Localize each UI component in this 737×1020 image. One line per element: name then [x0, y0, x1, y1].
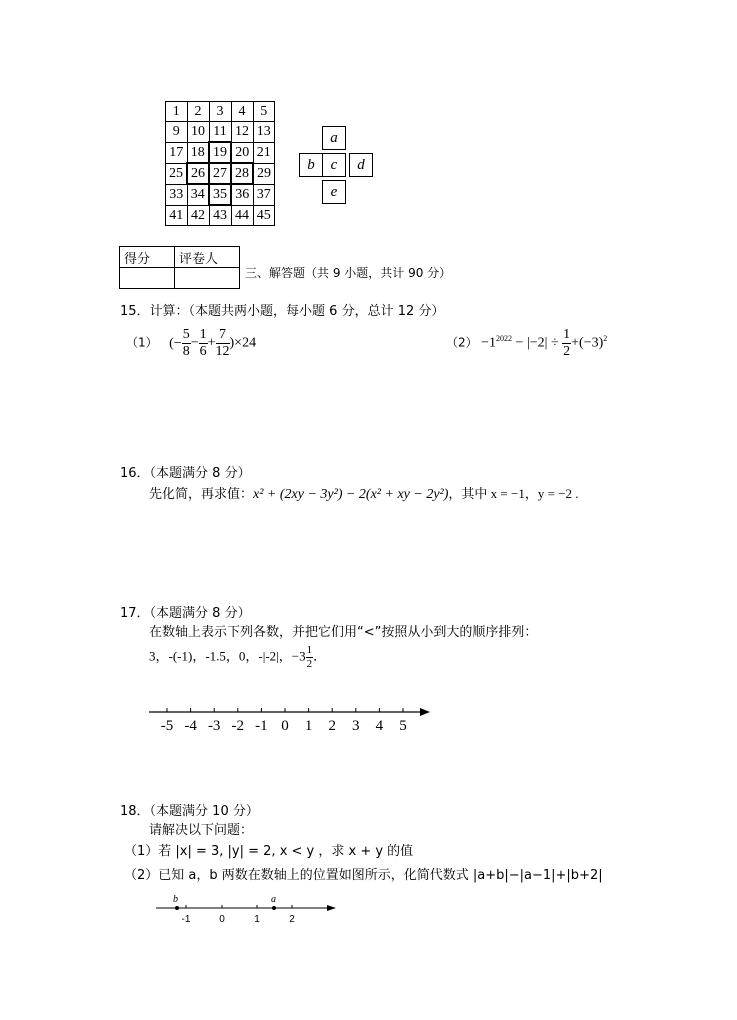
q18-label-b: b	[173, 894, 178, 905]
grid-cell: 28	[231, 163, 253, 184]
q17-end: ．	[313, 648, 327, 664]
q18-axis-arrow	[327, 905, 336, 911]
grid-cell: 43	[209, 205, 231, 226]
reviewer-cell[interactable]	[175, 268, 240, 289]
q15-f4-den: 2	[563, 344, 571, 359]
q18-title: 18．（本题满分 10 分）	[120, 804, 259, 819]
q15-f4-num: 1	[563, 327, 571, 342]
q17-tick-label: -4	[184, 718, 197, 734]
q16-text: 先化简，再求值：	[149, 487, 254, 502]
q15-p2-exp2: 2	[603, 334, 608, 344]
grid-cell: 2	[187, 102, 209, 122]
grid-cell: 37	[253, 184, 275, 205]
q18-tick-label: 1	[254, 914, 260, 925]
q17-tick-label: 1	[304, 718, 313, 734]
q18-part2: （2）已知 a，b 两数在数轴上的位置如图所示，化简代数式 |a+b|−|a−1|+|b+2|	[124, 868, 603, 883]
score-table	[119, 246, 240, 289]
q16-title: 16．（本题满分 8 分）	[120, 466, 251, 481]
q17-text: 在数轴上表示下列各数，并把它们用“<”按照从小到大的顺序排列：	[149, 625, 538, 640]
section-title: 三、解答题（共 9 小题，共计 90 分）	[245, 266, 452, 280]
grid-cell: 18	[187, 142, 209, 163]
cross-cell-right: d	[349, 153, 373, 177]
q15-f1-num: 5	[182, 327, 190, 342]
q15-f2-den: 6	[199, 344, 207, 359]
q15-part1	[126, 328, 256, 359]
grid-cell: 3	[209, 102, 231, 122]
q15-p2-b: − |−2| ÷	[512, 335, 563, 351]
q18-number-line	[150, 890, 350, 930]
grid-cell: 5	[253, 102, 275, 122]
q15-p1-label: （1）	[126, 335, 158, 350]
q15-f1-den: 8	[182, 344, 190, 359]
q17-tick-label: 0	[281, 718, 289, 734]
cross-cell-left: b	[299, 153, 323, 177]
q15-minus: −	[190, 335, 199, 351]
cross-cell-bottom: e	[322, 180, 346, 204]
q15-p1-open: (−	[169, 335, 182, 351]
q17-nums: 3，-(-1)，-1.5，0，-|-2|，−3	[149, 648, 306, 664]
grid-row	[166, 122, 275, 143]
q16-body	[149, 483, 578, 503]
q15-part2	[446, 328, 607, 359]
grid-cell: 41	[166, 205, 188, 226]
grid-cell: 19	[209, 142, 231, 163]
q15-f2-num: 1	[199, 327, 207, 342]
grid-cell: 21	[253, 142, 275, 163]
grid-cell: 27	[209, 163, 231, 184]
q17-mixed-den: 2	[306, 658, 313, 670]
grid-cell: 33	[166, 184, 188, 205]
q18-text: 请解决以下问题：	[149, 823, 254, 838]
q15-f3-den: 12	[215, 344, 230, 359]
reviewer-header: 评卷人	[175, 247, 240, 268]
q17-mixed-num: 1	[306, 644, 313, 656]
grid-cell: 9	[166, 122, 188, 143]
grid-row	[166, 163, 275, 184]
number-grid	[165, 101, 275, 226]
q15-title: 15．计算：（本题共两小题，每小题 6 分，总计 12 分）	[120, 304, 445, 319]
grid-cell: 17	[166, 142, 188, 163]
grid-cell: 10	[187, 122, 209, 143]
grid-cell: 4	[231, 102, 253, 122]
score-header: 得分	[120, 247, 175, 268]
grid-row	[166, 102, 275, 122]
q17-axis-arrow	[420, 708, 430, 716]
q17-tick-label: -1	[255, 718, 268, 734]
q17-tick-label: 2	[328, 718, 336, 734]
grid-cell: 44	[231, 205, 253, 226]
q17-number-line	[145, 700, 435, 740]
q17-tick-label: -5	[160, 718, 174, 734]
grid-cell: 1	[166, 102, 188, 122]
grid-cell: 12	[231, 122, 253, 143]
grid-row	[166, 142, 275, 163]
q15-p2-exp: 2022	[496, 334, 513, 344]
grid-cell: 36	[231, 184, 253, 205]
q15-p1-close: )×24	[229, 335, 257, 351]
q17-tick-label: 5	[399, 718, 407, 734]
score-cell[interactable]	[120, 268, 175, 289]
cross-cell-center: c	[322, 153, 346, 177]
cross-cell-top: a	[322, 126, 346, 150]
q15-p2-c: +(−3)	[571, 335, 604, 351]
grid-cell: 11	[209, 122, 231, 143]
q17-title: 17．（本题满分 8 分）	[120, 606, 251, 621]
q16-cond: ，其中 x = −1，y = −2 .	[448, 486, 579, 501]
q18-tick-label: -1	[181, 914, 191, 925]
q17-tick-label: -2	[231, 718, 245, 734]
grid-cell: 13	[253, 122, 275, 143]
q15-f3-num: 7	[216, 328, 230, 344]
q17-tick-label: 3	[352, 718, 360, 734]
q18-point-b	[175, 906, 179, 910]
q16-expr: x² + (2xy − 3y²) − 2(x² + xy − 2y²)	[253, 487, 449, 502]
grid-cell: 34	[187, 184, 209, 205]
q15-plus: +	[207, 335, 216, 351]
grid-cell: 45	[253, 205, 275, 226]
grid-cell: 29	[253, 163, 275, 184]
q17-tick-label: -3	[207, 718, 221, 734]
q18-tick-label: 2	[289, 914, 295, 925]
grid-cell: 42	[187, 205, 209, 226]
q17-tick-label: 4	[375, 718, 384, 734]
grid-cell: 25	[166, 163, 188, 184]
grid-cell: 26	[187, 163, 209, 184]
grid-row	[166, 184, 275, 205]
q18-tick-label: 0	[219, 914, 225, 925]
q18-label-a: a	[271, 894, 276, 905]
grid-cell: 20	[231, 142, 253, 163]
grid-cell: 35	[209, 184, 231, 205]
q15-p2-label: （2）	[446, 335, 478, 350]
q18-point-a	[272, 906, 276, 910]
q18-part1: （1）若 |x| = 3, |y| = 2, x < y ，求 x + y 的值	[124, 844, 414, 859]
grid-row	[166, 205, 275, 226]
q17-numbers	[149, 645, 326, 670]
q15-p2-a: −1	[481, 335, 497, 351]
